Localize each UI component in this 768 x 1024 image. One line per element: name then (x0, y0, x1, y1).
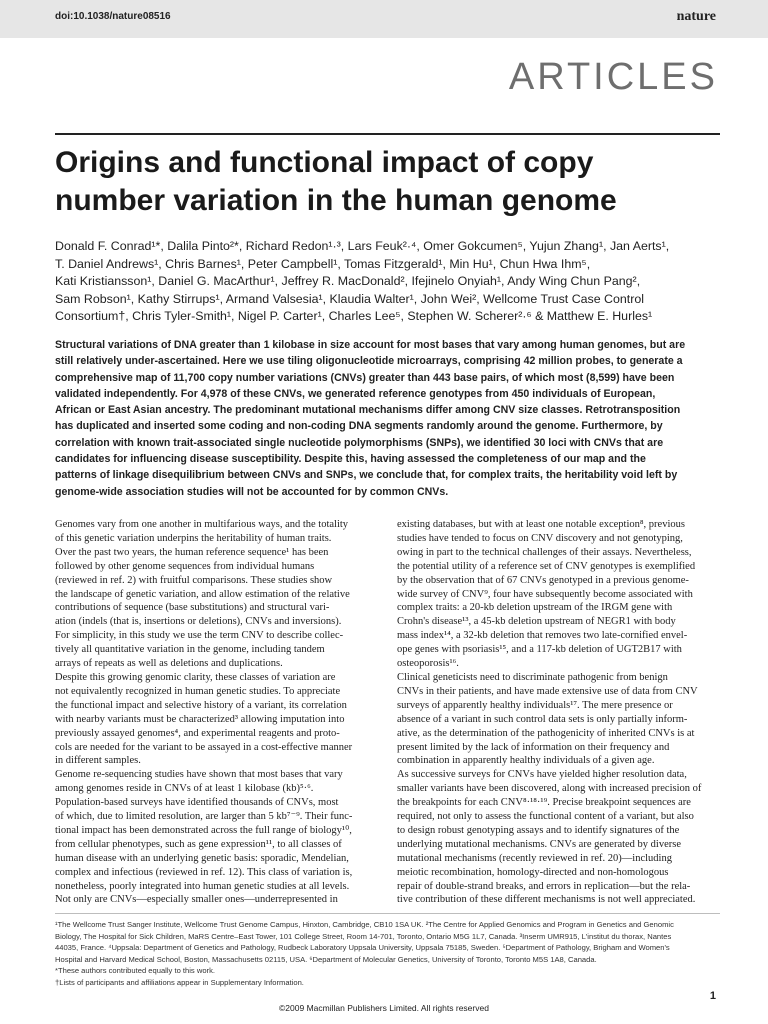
body-line: complex and infectious (reviewed in ref. 12). This class of variation is, (55, 866, 353, 878)
body-line: absence of a variant in such control data sets is only partially inform- (397, 713, 688, 725)
footnote-line: 44035, France. ⁴Uppsala: Department of Genetics and Pathology, Rudbeck Laboratory Uppsala University, Uppsala 75185, Sweden. ⁵Department of Pathology, Brigham and Women's (55, 943, 670, 953)
footnote-line: Biology, The Hospital for Sick Children, MaRS Centre–East Tower, 101 College Street, Room 14-701, Toronto, Ontario M5G 1L7, Canada. ³Inserm UMR915, L'institut du thorax, Nantes (55, 931, 672, 941)
author-list (55, 238, 720, 326)
body-line: Genome re-sequencing studies have shown that most bases that vary (55, 769, 343, 781)
body-line: wide survey of CNV⁹, four have subsequently become associated with (397, 588, 693, 600)
body-line: with nearby variants must be characterized³ allowing imputation into (55, 713, 345, 725)
body-line: osteoporosis¹⁶. (397, 658, 459, 670)
section-label: ARTICLES (508, 56, 718, 98)
body-line: arrays of repeats as well as deletions and duplications. (55, 658, 283, 670)
author-line: Consortium†, Chris Tyler-Smith¹, Nigel P. Carter¹, Charles Lee⁵, Stephen W. Scherer²·⁶ & Matthew E. Hurles¹ (55, 309, 653, 323)
abstract-line: patterns of linkage disequilibrium between CNVs and SNPs, we conclude that, for complex traits, the heritability void left by (55, 469, 678, 482)
body-line: complex traits: a 20-kb deletion upstream of the IRGM gene with (397, 602, 673, 614)
abstract-line: comprehensive map of 11,700 copy number variations (CNVs) greater than 443 base pairs, of which most (8,599) have been (55, 371, 675, 384)
abstract-line: African or East Asian ancestry. The predominant mutational mechanisms differ among CNV size classes. Retrotransposition (55, 404, 681, 417)
body-line: tive contribution of these different mechanisms is not well appreciated. (397, 894, 696, 906)
body-line: of this genetic variation underpins the heritability of human traits. (55, 532, 332, 544)
body-line: As successive surveys for CNVs have yielded higher resolution data, (397, 769, 687, 781)
abstract-line: correlation with known trait-associated single nucleotide polymorphisms (SNPs), we identified 30 loci with CNVs that are (55, 436, 664, 449)
abstract-line: validated independently. For 4,978 of these CNVs, we generated reference genotypes from 450 individuals of European, (55, 387, 656, 400)
abstract-line: genome-wide association studies will not be accounted for by common CNVs. (55, 485, 449, 498)
body-line: Clinical geneticists need to discriminate pathogenic from benign (397, 671, 668, 683)
body-line: followed by other genome sequences from individual humans (55, 560, 315, 572)
body-line: underlying mutational mechanisms. CNVs are generated by diverse (397, 838, 682, 850)
abstract (55, 337, 720, 500)
title-line: number variation in the human genome (55, 184, 617, 217)
author-line: Sam Robson¹, Kathy Stirrups¹, Armand Valsesia¹, Klaudia Walter¹, John Wei², Wellcome Trust Case Control (55, 291, 645, 306)
body-line: tively all quantitative variation in the genome, including tandem (55, 644, 325, 656)
body-column-right (397, 518, 719, 907)
abstract-line: Structural variations of DNA greater than 1 kilobase in size account for most bases that vary among human genomes, but are (55, 339, 686, 351)
footnote-line: *These authors contributed equally to this work. (55, 966, 215, 976)
doi-label: doi:10.1038/nature08516 (55, 11, 171, 22)
footnote-line: Hospital and Harvard Medical School, Boston, Massachusetts 02115, USA. ⁶Department of Molecular Genetics, University of Toronto, Toronto M5S 1A8, Canada. (55, 954, 597, 964)
body-line: tional impact has been demonstrated across the full range of biology¹⁰, (55, 824, 352, 836)
title-line: Origins and functional impact of copy (55, 146, 594, 179)
body-line: ope genes with psoriasis¹⁵, and a 117-kb deletion of UGT2B17 with (397, 644, 682, 656)
body-line: surveys of apparently healthy individuals¹⁷. The mere presence or (397, 699, 673, 711)
body-line: not equivalently recognized in human genetic studies. To appreciate (55, 685, 341, 697)
copyright-notice: ©2009 Macmillan Publishers Limited. All rights reserved (279, 1003, 489, 1013)
body-column-left (55, 518, 377, 907)
body-line: Over the past two years, the human reference sequence¹ has been (55, 546, 329, 558)
body-line: existing databases, but with at least one notable exception⁸, previous (397, 519, 685, 530)
body-line: repair of double-strand breaks, and errors in replication—but the rela- (397, 880, 691, 892)
body-line: the breakpoints for each CNV⁸·¹⁸·¹⁹. Precise breakpoint sequences are (397, 797, 691, 809)
body-line: combination in apparently healthy individuals of a given age. (397, 755, 655, 767)
body-line: Genomes vary from one another in multifarious ways, and the totality (55, 519, 349, 530)
body-line: (reviewed in ref. 2) with fruitful comparisons. These studies show (55, 574, 333, 586)
footnote-divider (55, 913, 720, 914)
body-line: in different samples. (55, 755, 141, 767)
body-line: required, not only to assess the functional content of a variant, but also (397, 811, 694, 823)
body-line: human disease with an underlying genetic basis: sporadic, Mendelian, (55, 852, 349, 864)
body-line: among genomes reside in CNVs of at least 1 kilobase (kb)⁵·⁶. (55, 783, 314, 795)
body-line: by the observation that of 67 CNVs genotyped in a previous genome- (397, 574, 689, 586)
affiliations-footnotes (55, 919, 720, 989)
body-line: Population-based surveys have identified thousands of CNVs, most (55, 797, 339, 809)
body-line: Despite this growing genomic clarity, these classes of variation are (55, 671, 336, 683)
article-title (55, 144, 720, 220)
abstract-line: candidates for influencing disease susceptibility. Despite this, having assessed the completeness of our map and the (55, 453, 646, 466)
body-line: For simplicity, in this study we use the term CNV to describe collec- (55, 630, 344, 642)
body-line: CNVs in their patients, and have made extensive use of data from CNV (397, 685, 698, 697)
body-line: owing in part to the technical challenges of their assays. Nevertheless, (397, 546, 692, 558)
body-line: meiotic recombination, homology-directed and non-homologous (397, 866, 669, 878)
abstract-line: still relatively under-ascertained. Here we use tiling oligonucleotide microarrays, comprising 42 million probes, to generate a (55, 355, 683, 368)
body-line: the potential utility of a reference set of CNV genotypes is exemplified (397, 560, 696, 572)
title-rule (55, 133, 720, 135)
body-line: nonetheless, poorly integrated into human genetic studies at all levels. (55, 880, 350, 892)
author-line: Kati Kristiansson¹, Daniel G. MacArthur¹, Jeffrey R. MacDonald², Ifejinelo Onyiah¹, Andy Wing Chun Pang², (55, 274, 641, 288)
body-line: contributions of sequence (base substitutions) and structural vari- (55, 602, 330, 614)
journal-name: nature (676, 9, 716, 24)
body-line: present limited by the lack of information on their frequency and (397, 741, 670, 753)
body-line: ation (indels (that is, insertions or deletions), CNVs and inversions). (55, 616, 342, 628)
body-line: studies have tended to focus on CNV discovery and not genotyping, (397, 532, 683, 544)
body-line: the landscape of genetic variation, and allow estimation of the relative (55, 588, 350, 600)
body-line: mutational mechanisms (recently reviewed in ref. 20)—including (397, 852, 672, 864)
body-line: of which, due to limited resolution, are larger than 5 kb⁷⁻⁹. Their func- (55, 811, 353, 823)
author-line: T. Daniel Andrews¹, Chris Barnes¹, Peter Campbell¹, Tomas Fitzgerald¹, Min Hu¹, Chun Hwa Ihm⁵, (55, 256, 591, 271)
body-line: from cellular phenotypes, such as gene expression¹¹, to all classes of (55, 838, 342, 850)
body-line: Not only are CNVs—especially smaller ones—underrepresented in (55, 894, 338, 906)
body-line: mass index¹⁴, a 32-kb deletion that removes two late-cornified envel- (397, 630, 688, 642)
abstract-line: has duplicated and inserted some coding and non-coding DNA segments randomly around the genome. Furthermore, by (55, 420, 663, 433)
body-line: Crohn's disease¹³, a 45-kb deletion upstream of NEGR1 with body (397, 616, 676, 628)
author-line: Donald F. Conrad¹*, Dalila Pinto²*, Richard Redon¹·³, Lars Feuk²·⁴, Omer Gokcumen⁵, Yujun Zhang¹, Jan Aerts¹, (55, 239, 670, 253)
body-line: smaller variants have been discovered, along with increased precision of (397, 783, 702, 795)
body-line: cols are needed for the variant to be assayed in a cost-effective manner (55, 741, 353, 753)
footnote-line: †Lists of participants and affiliations appear in Supplementary Information. (55, 977, 304, 987)
footnote-line: ¹The Wellcome Trust Sanger Institute, Wellcome Trust Genome Campus, Hinxton, Cambridge, CB10 1SA UK. ²The Centre for Applied Genomics and Program in Genetics and Genomic (55, 920, 674, 929)
body-line: to design robust genotyping assays and to identify signatures of the (397, 824, 680, 836)
page-number: 1 (709, 990, 716, 1002)
body-line: previously assayed genomes⁴, and experimental reagents and proto- (55, 727, 340, 739)
body-line: ative, as the determination of the pathogenicity of inherited CNVs is at (397, 727, 695, 739)
body-line: the functional impact and selective history of a variant, its correlation (55, 699, 347, 711)
header-bar (0, 0, 768, 38)
